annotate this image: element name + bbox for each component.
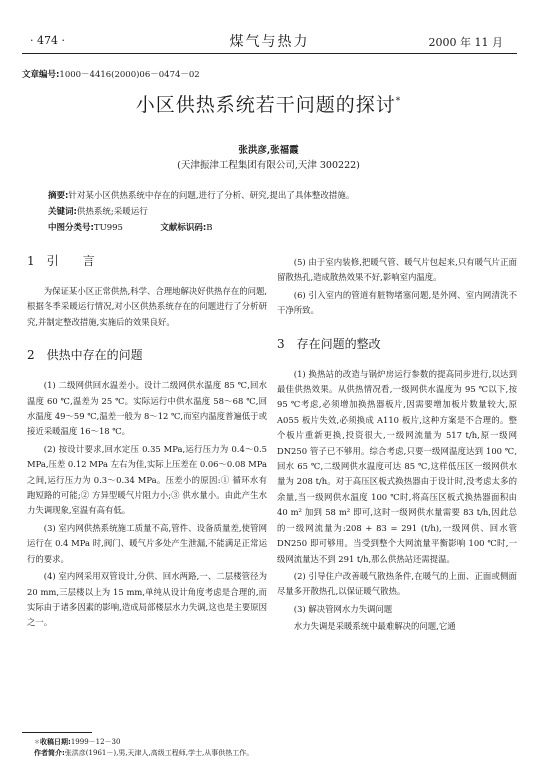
section-2-item-6: (6) 引入室内的管道有脏物堵塞问题,是外网、室内网清洗不干净所致。: [277, 289, 517, 316]
author-bio-label: 作者简介:: [34, 749, 65, 757]
section-3-item-1: (1) 换热站的改造与锅炉房运行参数的提高同步进行,以达到最佳供热效果。从供热情况看,一级网供水温度为 95 ℃以下,按 95 ℃考虑,必须增加换热器板片,因需要增加板片数量较大,原 A055 板片失效,必须换成 A110 板片,这种方案是不合理的。整个板片重新更换,投资很大,一级网流量为 517 t/h,原一级网 DN250 管子已不够用。综合考虑,只要一级网温度达到 100 ℃,回水 65 ℃,二级网供水温度可达 85 ℃,这样低压区一级网供水量为 208 t/h。对于高压区板式换热器由于设计时,没考虑太多的余量,当一级网供水温度 100 ℃时,将高压区板式换热器面积由 40 m² 加到 58 m² 即可,这时一级网供水量需要 83 t/h,因此总的一级网流量为:208 + 83 = 291 (t/h),一级网供、回水管 DN250 即可够用。当受到整个大网流量平衡影响 100 ℃时,一级网流量达不到 291 t/h,那么供热站还需提温。: [277, 368, 517, 564]
section-2-item-2: (2) 按设计要求,回水定压 0.35 MPa,运行压力为 0.4～0.5 MPa,压差 0.12 MPa 左右为佳,实际上压差在 0.06～0.08 MPa 之间,运行压力为 0.3～0.34 MPa。压差小的原因:① 循环水有跑短路的可能;② 方异型暖气片阻力小;③ 供水量小。由此产生水力失调现象,室温有高有低。: [27, 443, 267, 516]
section-3-item-3: (3) 解决管网水力失调问题: [293, 603, 393, 614]
abstract-text: 针对某小区供热系统中存在的问题,进行了分析、研究,提出了具体整改措施。: [68, 191, 355, 201]
clc-label: 中图分类号:: [48, 223, 94, 233]
section-3-item-2: (2) 引导住户改善暖气散热条件,在暖气的上面、正面或侧面尽量多开散热孔,以保证暖气散热。: [277, 570, 517, 597]
received-label: 收稿日期:: [40, 738, 71, 746]
paper-title: [0, 90, 537, 117]
keywords-label: 关键词:: [48, 207, 77, 217]
article-number-value: 1000－4416(2000)06－0474－02: [59, 70, 200, 80]
abstract: [48, 189, 507, 201]
authors: 张洪彦,张福霞: [238, 145, 299, 156]
title-footnote-mark: *: [395, 96, 402, 107]
section-3-paragraph: 水力失调是采暖系统中最难解决的问题,它通: [293, 621, 456, 632]
left-column: [27, 238, 267, 633]
journal-name: 煤气与热力: [229, 34, 310, 50]
running-header: [22, 30, 517, 50]
section-1-title: 1 引 言: [27, 254, 95, 268]
paper-title-text: 小区供热系统若干问题的探讨: [135, 94, 396, 116]
footnote-received: ＊收稿日期:1999－12－30: [34, 738, 121, 746]
section-2-item-5: (5) 由于室内装修,把暖气管、暖气片包起来,只有暖气片正面留散热孔,造成散热效果不好,影响室内温度。: [277, 257, 517, 283]
header-rule: [22, 53, 517, 54]
section-2-title: 2 供热中存在的问题: [27, 348, 143, 363]
article-number: [22, 68, 200, 80]
affiliation: (天津振津工程集团有限公司,天津 300222): [177, 160, 360, 171]
keywords-text: 供热系统;采暖运行: [76, 207, 148, 217]
issue-date: 2000 年 11 月: [428, 36, 503, 49]
section-2-item-3: (3) 室内网供热系统施工质量不高,管件、设备质量差,使管网运行在 0.4 MPa 时,阀门、暖气片多处产生泄漏,不能满足正常运行的要求。: [27, 522, 267, 564]
clc-value: TU995: [93, 223, 123, 233]
section-3-title: 3 存在问题的整改: [277, 336, 381, 351]
section-2-item-1: (1) 二级网供回水温差小。设计二级网供水温度 85 ℃,回水温度 60 ℃,温差为 25 ℃。实际运行中供水温度 58～68 ℃,回水温度 49～59 ℃,温差一般为 8～12 ℃,而室内温度普遍低于或接近采暖温度 16～18 ℃。: [27, 380, 267, 437]
received-date: 1999－12－30: [70, 738, 121, 746]
article-number-label: 文章编号:: [22, 70, 60, 80]
keywords: [48, 205, 507, 217]
doc-code-label: 文献标识码:: [160, 223, 207, 233]
footnote-author: [34, 748, 253, 758]
section-2-item-4: (4) 室内网采用双管设计,分供、回水两路,一、二层楼管径为 20 mm,三层楼以上为 15 mm,单纯从设计角度考虑是合理的,而实际由于诸多因素的影响,造成局部楼层水力失调,这也是主要原因之一。: [27, 571, 267, 628]
footnote-rule: [22, 732, 92, 733]
author-bio: 张洪彦(1961－),男,天津人,高级工程师,学士,从事供热工作。: [64, 749, 254, 757]
page-number: · 474 ·: [30, 34, 65, 47]
right-column: [277, 255, 517, 637]
section-1-paragraph: 为保证某小区正常供热,科学、合理地解决好供热存在的问题,根据冬季采暖运行情况,对小区供热系统存在的问题进行了分析研究,并制定整改措施,实施后的效果良好。: [27, 286, 267, 327]
abstract-label: 摘要:: [48, 191, 69, 201]
classification: [48, 221, 507, 233]
doc-code-value: B: [206, 223, 213, 233]
